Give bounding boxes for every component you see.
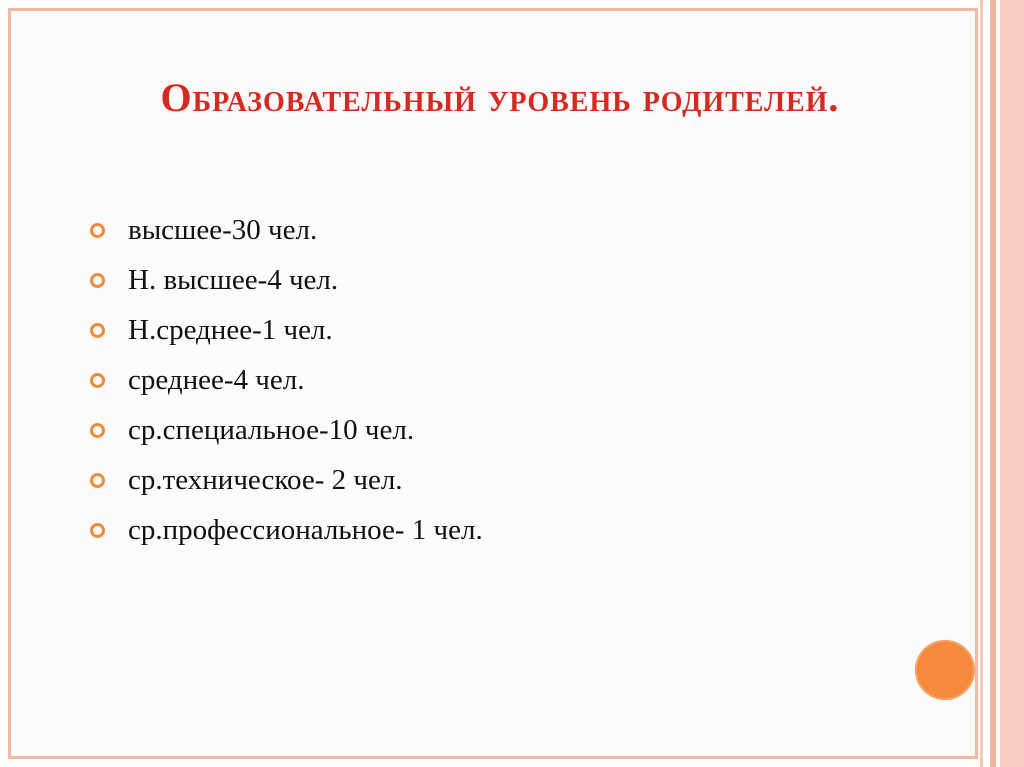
hollow-circle-bullet-icon [90, 473, 105, 488]
hollow-circle-bullet-icon [90, 523, 105, 538]
orange-circle-icon [915, 640, 975, 700]
stripe-5 [1000, 0, 1024, 767]
hollow-circle-bullet-icon [90, 373, 105, 388]
bullet-item [88, 355, 483, 405]
bullet-item [88, 305, 483, 355]
bullet-item [88, 405, 483, 455]
hollow-circle-bullet-icon [90, 273, 105, 288]
bullet-list [88, 205, 483, 555]
bullet-text: Н. высшее-4 чел. [128, 264, 339, 296]
bullet-item [88, 455, 483, 505]
bullet-text: ср.профессиональное- 1 чел. [128, 514, 483, 546]
bullet-text: ср.специальное-10 чел. [128, 414, 415, 446]
stripe-2 [983, 0, 990, 767]
bullet-item [88, 205, 483, 255]
hollow-circle-bullet-icon [90, 323, 105, 338]
hollow-circle-bullet-icon [90, 423, 105, 438]
bullet-text: ср.техническое- 2 чел. [128, 464, 403, 496]
bullet-text: высшее-30 чел. [128, 214, 318, 246]
decorative-stripes [980, 0, 1024, 767]
slide-title: Образовательный уровень родителей. [160, 75, 840, 120]
hollow-circle-bullet-icon [90, 223, 105, 238]
bullet-text: среднее-4 чел. [128, 364, 305, 396]
bullet-item [88, 255, 483, 305]
bullet-item [88, 505, 483, 555]
bullet-text: Н.среднее-1 чел. [128, 314, 333, 346]
